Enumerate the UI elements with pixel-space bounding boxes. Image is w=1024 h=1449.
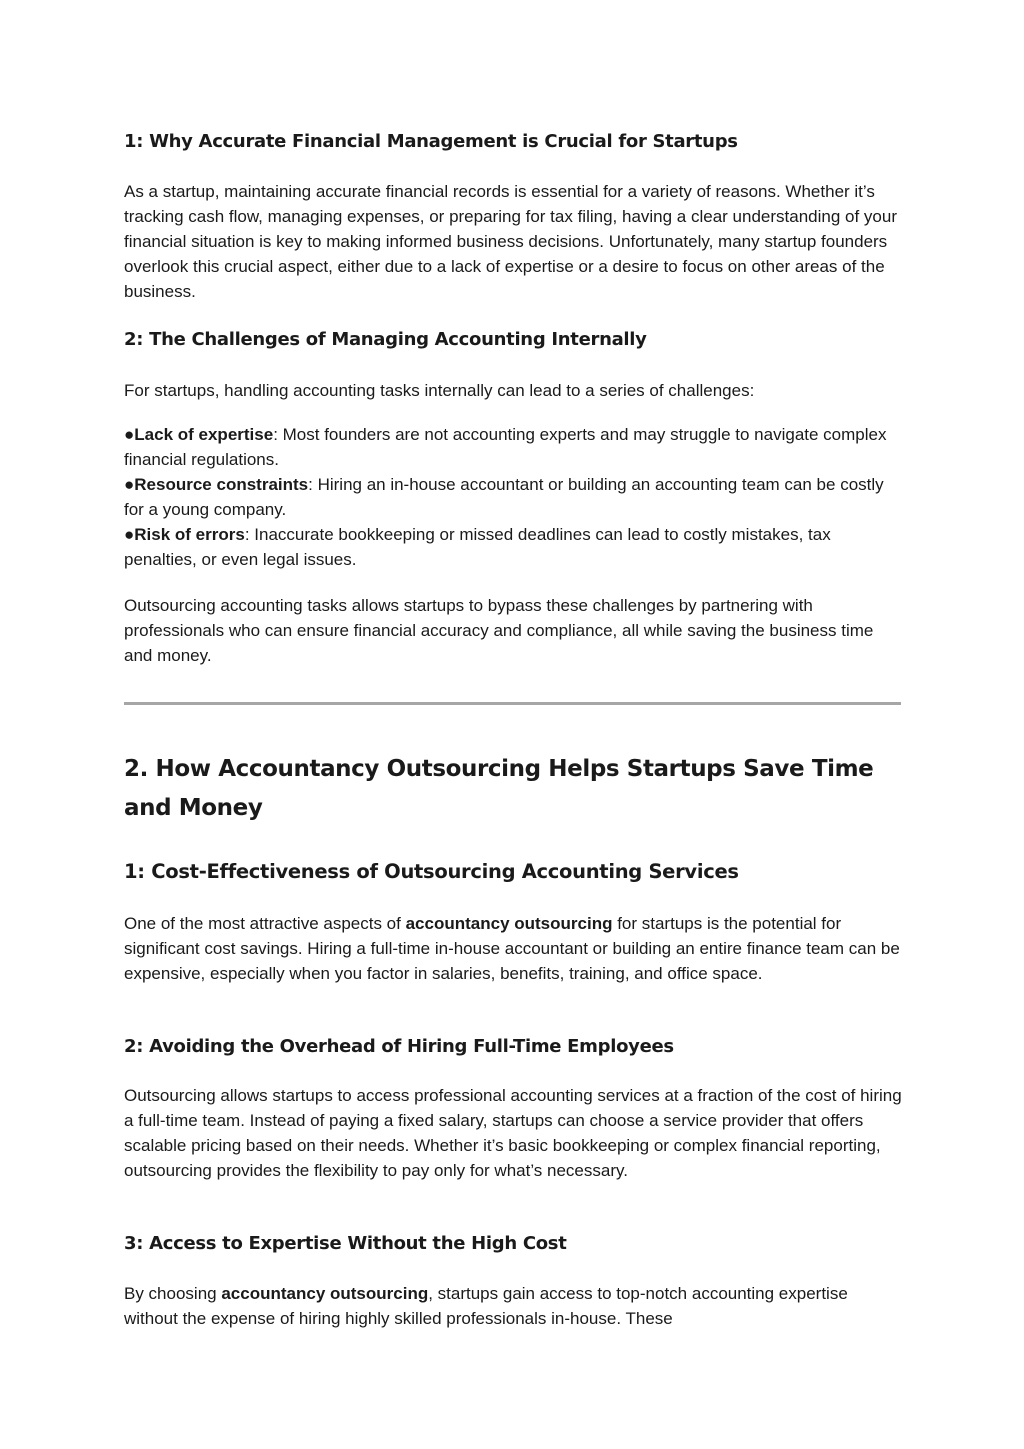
bullet-item-risk-of-errors <box>124 522 902 572</box>
bullet-term: Risk of errors <box>134 525 245 544</box>
section-title-outsourcing-saves-time-money: 2. How Accountancy Outsourcing Helps Startups Save Time and Money <box>124 756 874 821</box>
heading-access-to-expertise: 3: Access to Expertise Without the High Cost <box>124 1233 567 1254</box>
bullet-text: : Hiring an in-house accountant or building an accounting team can be costly for a young company. <box>124 475 884 519</box>
paragraph-text: , startups gain access to top-notch accounting expertise without the expense of hiring highly skilled professionals in-house. These <box>124 1284 848 1328</box>
bullet-term: Resource constraints <box>134 475 309 494</box>
section-divider <box>124 702 901 705</box>
paragraph-why-accurate: As a startup, maintaining accurate financial records is essential for a variety of reasons. Whether it’s tracking cash flow, managing expenses, or preparing for tax filing, having a clear understanding of your financial situation is key to making informed business decisions. Unfortunately, many startup founders overlook this crucial aspect, either due to a lack of expertise or a desire to focus on other areas of the business. <box>124 182 898 301</box>
bold-term-accountancy-outsourcing: accountancy outsourcing <box>405 914 613 933</box>
bullet-text: : Most founders are not accounting experts and may struggle to navigate complex financial regulations. <box>124 425 887 469</box>
paragraph-access-to-expertise <box>124 1281 902 1331</box>
paragraph-outsourcing-benefit: Outsourcing accounting tasks allows startups to bypass these challenges by partnering with professionals who can ensure financial accuracy and compliance, all while saving the business time and money. <box>124 596 874 665</box>
paragraph-text: One of the most attractive aspects of <box>124 914 406 933</box>
bullet-term: Lack of expertise <box>134 425 274 444</box>
bullet-text: : Inaccurate bookkeeping or missed deadlines can lead to costly mistakes, tax penalties, or even legal issues. <box>124 525 831 569</box>
heading-challenges-internal-accounting: 2: The Challenges of Managing Accounting Internally <box>124 329 647 350</box>
heading-avoiding-overhead: 2: Avoiding the Overhead of Hiring Full-Time Employees <box>124 1036 674 1057</box>
bullet-marker: ● <box>124 425 135 444</box>
paragraph-text: By choosing <box>124 1284 222 1303</box>
bullet-marker: ● <box>124 525 135 544</box>
bold-term-accountancy-outsourcing: accountancy outsourcing <box>221 1284 429 1303</box>
paragraph-challenges-intro: For startups, handling accounting tasks internally can lead to a series of challenges: <box>124 381 755 400</box>
challenges-bullet-list <box>124 422 902 572</box>
paragraph-avoiding-overhead: Outsourcing allows startups to access professional accounting services at a fraction of the cost of hiring a full-time team. Instead of paying a fixed salary, startups can choose a service provider that offers scalable pricing based on their needs. Whether it’s basic bookkeeping or complex financial reporting, outsourcing provides the flexibility to pay only for what’s necessary. <box>124 1086 902 1180</box>
bullet-item-lack-of-expertise <box>124 422 902 472</box>
heading-why-accurate-financial-management: 1: Why Accurate Financial Management is Crucial for Startups <box>124 131 738 152</box>
paragraph-cost-effectiveness <box>124 911 902 986</box>
paragraph-text: for startups is the potential for significant cost savings. Hiring a full-time in-house accountant or building an entire finance team can be expensive, especially when you factor in salaries, benefits, training, and office space. <box>124 914 900 983</box>
bullet-item-resource-constraints <box>124 472 902 522</box>
bullet-marker: ● <box>124 475 135 494</box>
heading-cost-effectiveness: 1: Cost-Effectiveness of Outsourcing Accounting Services <box>124 860 739 883</box>
